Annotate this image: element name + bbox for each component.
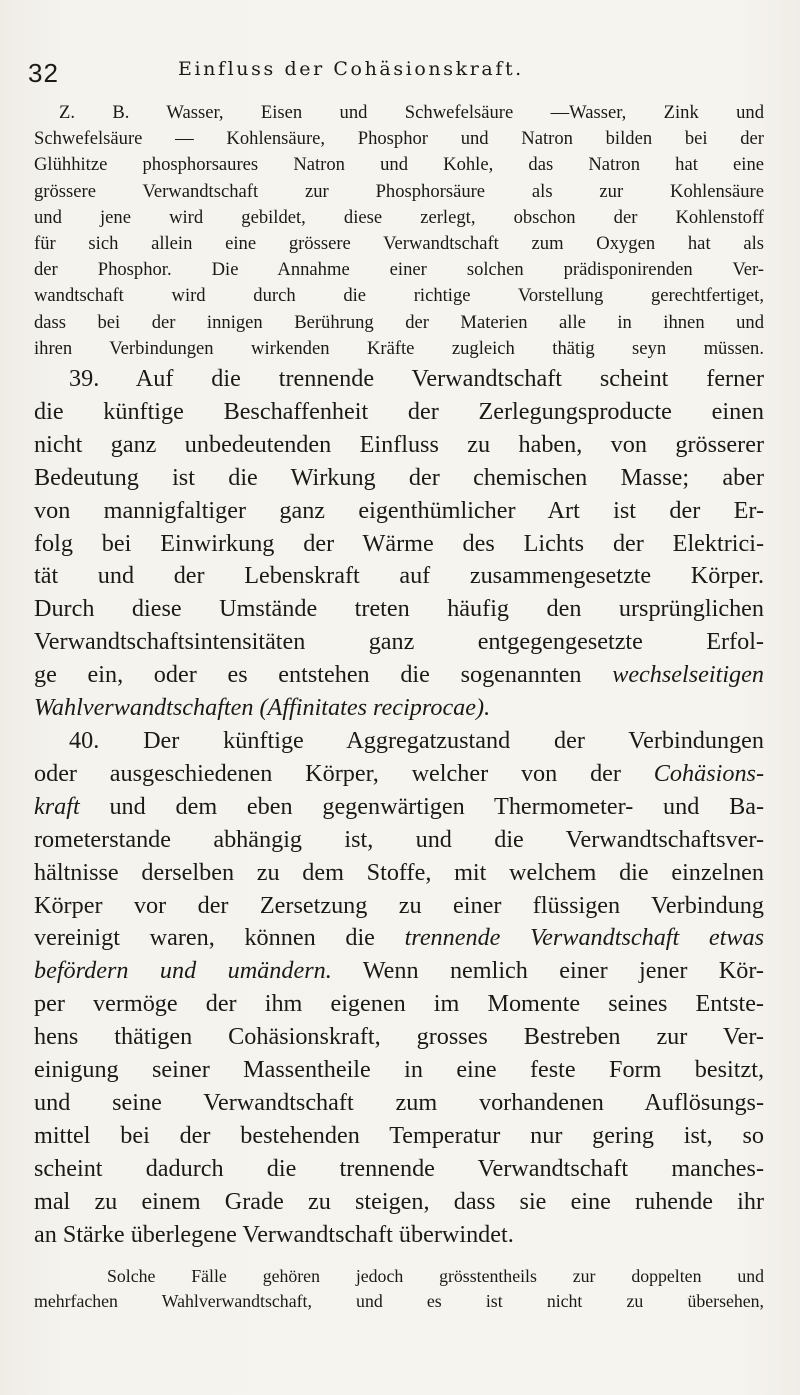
italic-term: befördern und umändern. xyxy=(34,957,332,985)
text-line xyxy=(34,725,764,758)
italic-term: Cohäsions- xyxy=(653,759,764,787)
section-first-line: Der künftige Aggregatzustand der Verbindungen xyxy=(143,727,764,754)
text-line: hältnisse derselben zu dem Stoffe, mit welchem die einzelnen xyxy=(34,858,764,886)
page-number: 32 xyxy=(28,58,59,88)
text-line: per vermöge der ihm eigenen im Momente seines Entste- xyxy=(34,990,764,1018)
text-line: Glühhitze phosphorsaures Natron und Kohle, das Natron hat eine xyxy=(34,154,764,176)
text-line: und jene wird gebildet, diese zerlegt, obschon der Kohlenstoff xyxy=(34,206,764,228)
text-line: folg bei Einwirkung der Wärme des Lichts der Elektrici- xyxy=(34,529,764,557)
text-line: Schwefelsäure — Kohlensäure, Phosphor und Natron bilden bei der xyxy=(34,128,764,150)
section-number: 39. xyxy=(69,365,100,392)
text-line: Solche Fälle gehören jedoch grösstentheils zur doppelten und xyxy=(107,1266,764,1286)
text-line: Bedeutung ist die Wirkung der chemischen Masse; aber xyxy=(34,463,764,491)
text-line xyxy=(34,692,764,725)
text-line: ihren Verbindungen wirkenden Kräfte zugleich thätig seyn müssen. xyxy=(34,337,764,359)
text-segment: und dem eben gegenwärtigen Thermometer- und Ba- xyxy=(79,792,764,820)
text-line: mittel bei der bestehenden Temperatur nur gering ist, so xyxy=(34,1121,764,1149)
italic-term: wechselseitigen xyxy=(612,661,764,689)
text-line: an Stärke überlegene Verwandtschaft überwindet. xyxy=(34,1220,514,1248)
section-39 xyxy=(34,363,764,725)
text-line: von mannigfaltiger ganz eigenthümlicher Art ist der Er- xyxy=(34,496,764,524)
text-line: mehrfachen Wahlverwandtschaft, und es ist nicht zu übersehen, xyxy=(34,1291,764,1311)
text-line: wandtschaft wird durch die richtige Vorstellung gerechtfertiget, xyxy=(34,285,764,307)
text-line: für sich allein eine grössere Verwandtschaft zum Oxygen hat als xyxy=(34,233,764,255)
text-line: grössere Verwandtschaft zur Phosphorsäure als zur Kohlensäure xyxy=(34,180,764,202)
text-line: Körper vor der Zersetzung zu einer flüssigen Verbindung xyxy=(34,891,764,919)
text-line: tät und der Lebenskraft auf zusammengesetzte Körper. xyxy=(34,562,764,590)
text-segment: vereinigt waren, können die xyxy=(34,924,405,952)
text-line: scheint dadurch die trennende Verwandtschaft manches- xyxy=(34,1154,764,1182)
running-title: Einfluss der Cohäsionskraft. xyxy=(178,58,524,80)
text-segment: oder ausgeschiedenen Körper, welcher von der xyxy=(34,759,654,787)
text-line xyxy=(34,922,764,955)
text-line xyxy=(34,758,764,791)
text-line xyxy=(34,659,764,692)
text-line: Z. B. Wasser, Eisen und Schwefelsäure —Wasser, Zink und xyxy=(59,102,764,123)
example-paragraph xyxy=(34,100,764,362)
text-line xyxy=(34,791,764,824)
text-line: nicht ganz unbedeutenden Einfluss zu haben, von grösserer xyxy=(34,430,764,458)
text-line: dass bei der innigen Berührung der Materien alle in ihnen und xyxy=(34,311,764,333)
section-first-line: Auf die trennende Verwandtschaft scheint ferner xyxy=(135,365,764,392)
text-segment: Wenn nemlich einer jener Kör- xyxy=(331,957,764,985)
text-line: einigung seiner Massentheile in eine feste Form besitzt, xyxy=(34,1056,764,1084)
italic-term: Wahlverwandtschaften (Affinitates reciprocae). xyxy=(34,694,491,722)
text-line: und seine Verwandtschaft zum vorhandenen Auflösungs- xyxy=(34,1088,764,1116)
text-line xyxy=(34,363,764,396)
text-line: Verwandtschaftsintensitäten ganz entgegengesetzte Erfol- xyxy=(34,628,764,656)
text-line xyxy=(34,955,764,988)
text-line: Durch diese Umstände treten häufig den ursprünglichen xyxy=(34,595,764,623)
section-40 xyxy=(34,725,764,1252)
italic-term: kraft xyxy=(34,792,80,820)
text-line: rometerstande abhängig ist, und die Verwandtschaftsver- xyxy=(34,825,764,853)
text-line: der Phosphor. Die Annahme einer solchen prädisponirenden Ver- xyxy=(34,259,764,281)
italic-term: trennende Verwandtschaft etwas xyxy=(404,924,764,952)
closing-paragraph xyxy=(34,1264,764,1314)
text-segment: ge ein, oder es entstehen die sogenannten xyxy=(34,661,613,689)
text-line: mal zu einem Grade zu steigen, dass sie eine ruhende ihr xyxy=(34,1187,764,1215)
text-line: hens thätigen Cohäsionskraft, grosses Bestreben zur Ver- xyxy=(34,1023,764,1051)
text-line: die künftige Beschaffenheit der Zerlegungsproducte einen xyxy=(34,397,764,425)
section-number: 40. xyxy=(69,727,100,754)
